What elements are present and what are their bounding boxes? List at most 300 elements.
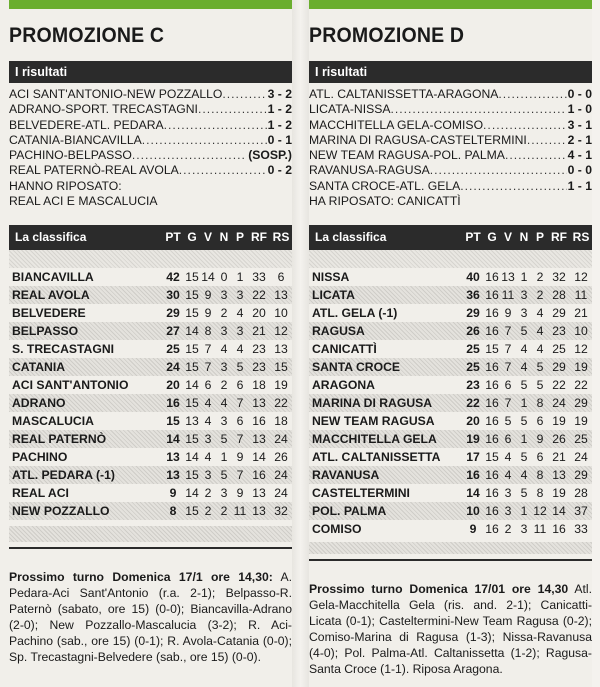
stat-value: 5: [220, 468, 228, 483]
stat-value: 13: [252, 486, 266, 501]
col-rs: RS: [272, 230, 290, 245]
rest-label: HANNO RIPOSATO:: [9, 178, 122, 193]
match: ACI SANT'ANTONIO-NEW POZZALLO: [9, 87, 223, 101]
stat-value: 10: [466, 504, 480, 519]
score: 1 - 0: [567, 102, 592, 117]
match: LICATA-NISSA: [309, 102, 391, 117]
score: (SOSP.): [248, 148, 292, 163]
stat-value: 15: [185, 270, 199, 285]
result-row: [309, 148, 592, 163]
stat-value: 3: [220, 486, 228, 501]
stat-value: 12: [533, 504, 547, 519]
match: CATANIA-BIANCAVILLA: [9, 132, 142, 147]
stat-value: 6: [236, 378, 244, 393]
rest-label: HA RIPOSATO: CANICATTÌ: [309, 194, 461, 209]
result-row: [9, 87, 292, 102]
stat-value: 15: [185, 342, 199, 357]
match: NEW TEAM RAGUSA-POL. PALMA: [309, 148, 505, 163]
stat-value: 21: [574, 306, 588, 321]
result-row: [309, 163, 592, 178]
stat-value: 6: [536, 450, 544, 465]
standings-row: [309, 286, 592, 304]
score: 4 - 1: [567, 148, 592, 163]
standings-row: [9, 412, 292, 430]
team-name: BIANCAVILLA: [12, 270, 94, 285]
col-rf: RF: [551, 230, 567, 245]
stat-value: 4: [204, 414, 212, 429]
team-name: RAGUSA: [312, 324, 365, 339]
stat-value: 24: [574, 450, 588, 465]
standings-title: La classifica: [15, 230, 87, 245]
stat-value: 16: [485, 522, 499, 537]
result-row: [9, 163, 292, 178]
stat-value: 5: [220, 432, 228, 447]
col-pt: PT: [165, 230, 181, 245]
stat-value: 13: [252, 432, 266, 447]
stat-value: 4: [536, 306, 544, 321]
stat-value: 15: [185, 432, 199, 447]
stat-value: 19: [274, 378, 288, 393]
stat-value: 16: [466, 468, 480, 483]
match: ADRANO-SPORT. TRECASTAGNI: [9, 102, 198, 117]
stat-value: 33: [252, 270, 266, 285]
stat-value: 14: [552, 504, 566, 519]
stat-value: 10: [274, 306, 288, 321]
stat-value: 24: [552, 396, 566, 411]
stat-value: 6: [277, 270, 285, 285]
standings-table: [309, 268, 592, 538]
score: 3 - 2: [267, 87, 292, 101]
standings-row: [309, 484, 592, 502]
team-name: S. TRECASTAGNI: [12, 342, 115, 357]
stat-value: 15: [185, 504, 199, 519]
standings-row: [9, 268, 292, 286]
accent-bar: [309, 0, 592, 9]
stat-value: 16: [485, 270, 499, 285]
team-name: POL. PALMA: [312, 504, 387, 519]
stat-value: 3: [220, 360, 228, 375]
stat-value: 15: [185, 360, 199, 375]
col-pt: PT: [465, 230, 481, 245]
stat-value: 3: [504, 504, 512, 519]
standings-row: [309, 502, 592, 520]
standings-row: [9, 358, 292, 376]
separator: [9, 547, 292, 549]
stat-value: 16: [485, 288, 499, 303]
standings-row: [309, 412, 592, 430]
stat-value: 4: [536, 324, 544, 339]
stat-value: 9: [204, 288, 212, 303]
team-name: MARINA DI RAGUSA: [312, 396, 433, 411]
team-name: NEW TEAM RAGUSA: [312, 414, 435, 429]
stat-value: 19: [552, 414, 566, 429]
stat-value: 6: [504, 378, 512, 393]
team-name: MASCALUCIA: [12, 414, 94, 429]
match: RAVANUSA-RAGUSA: [309, 163, 430, 178]
standings-row: [309, 340, 592, 358]
separator: [309, 559, 592, 561]
stat-value: 7: [504, 324, 512, 339]
stat-value: 15: [166, 414, 180, 429]
standings-row: [309, 322, 592, 340]
stat-value: 16: [485, 414, 499, 429]
col-n: N: [219, 230, 229, 245]
stat-value: 15: [185, 306, 199, 321]
stat-value: 9: [204, 306, 212, 321]
stat-value: 9: [236, 450, 244, 465]
stat-value: 11: [233, 504, 247, 519]
stat-value: 7: [236, 396, 244, 411]
standings-row: [9, 286, 292, 304]
next-round: [9, 569, 292, 665]
team-name: LICATA: [312, 288, 355, 303]
standings-footer: [9, 526, 292, 542]
stat-value: 14: [185, 450, 199, 465]
match: MARINA DI RAGUSA-CASTELTERMINI: [309, 132, 527, 147]
stat-value: 1: [220, 450, 228, 465]
stat-value: 15: [274, 360, 288, 375]
stat-value: 16: [252, 414, 266, 429]
standings-row: [9, 502, 292, 520]
next-round-title: Prossimo turno Domenica 17/01 ore 14,30: [309, 582, 569, 597]
col-v: V: [203, 230, 212, 245]
standings-row: [9, 466, 292, 484]
stat-value: 5: [504, 414, 512, 429]
stat-value: 16: [166, 396, 180, 411]
stat-value: 16: [485, 486, 499, 501]
score: 0 - 1: [267, 132, 292, 147]
results-list: [309, 87, 592, 209]
team-name: ATL. PEDARA (-1): [12, 468, 115, 483]
stat-value: 16: [552, 522, 566, 537]
stat-value: 8: [536, 396, 544, 411]
stat-value: 19: [552, 486, 566, 501]
stat-value: 4: [236, 306, 244, 321]
stat-value: 5: [520, 324, 528, 339]
team-name: REAL AVOLA: [12, 288, 90, 303]
stat-value: 29: [552, 306, 566, 321]
result-row: [9, 102, 292, 117]
result-row: [9, 118, 292, 133]
result-row: [9, 133, 292, 148]
result-row: [309, 87, 592, 102]
stat-value: 6: [504, 432, 512, 447]
standings-row: [309, 394, 592, 412]
stat-value: 7: [236, 432, 244, 447]
stat-value: 4: [236, 342, 244, 357]
results-header: I risultati: [309, 61, 592, 83]
score: 3 - 1: [567, 117, 592, 132]
score: 1 - 2: [267, 102, 292, 117]
result-row: [309, 179, 592, 194]
col-rs: RS: [572, 230, 590, 245]
stat-value: 21: [252, 324, 266, 339]
stat-value: 12: [574, 342, 588, 357]
stat-value: 5: [236, 360, 244, 375]
stat-value: 3: [520, 306, 528, 321]
stat-value: 2: [220, 306, 228, 321]
stat-value: 4: [520, 342, 528, 357]
team-name: CASTELTERMINI: [312, 486, 410, 501]
stat-value: 19: [574, 360, 588, 375]
stat-value: 14: [185, 378, 199, 393]
stat-value: 15: [485, 450, 499, 465]
standings-row: [309, 448, 592, 466]
team-name: NEW POZZALLO: [12, 504, 110, 519]
page-edge: [592, 0, 600, 687]
stat-value: 26: [552, 432, 566, 447]
score: 0 - 2: [267, 163, 292, 178]
stat-value: 12: [574, 270, 588, 285]
stat-value: 4: [520, 360, 528, 375]
team-name: COMISO: [312, 522, 362, 537]
stat-value: 5: [536, 378, 544, 393]
stat-value: 16: [485, 504, 499, 519]
next-round-text: A. Pedara-Aci Sant'Antonio (r.a. 2-1); Belpasso-R. Paternò (sabato, ore 15) (0-0); Biancavilla-Adrano (2-0); New Pozzallo-Mascalucia (3-2); R. Aci-Pachino (sab., ore 15) (0-1); R. Avola-Catania (0-0); Sp. Trecastagni-Belvedere (sab., ore 15) (0-0).: [9, 570, 292, 665]
stat-value: 2: [204, 504, 212, 519]
result-row: [9, 148, 292, 163]
stat-value: 9: [504, 306, 512, 321]
stat-value: 3: [204, 432, 212, 447]
stat-value: 3: [204, 468, 212, 483]
stat-value: 22: [274, 396, 288, 411]
stat-value: 2: [504, 522, 512, 537]
standings-row: [309, 376, 592, 394]
stat-value: 27: [166, 324, 180, 339]
team-name: ATL. GELA (-1): [312, 306, 398, 321]
standings-footer: [309, 542, 592, 554]
team-name: BELVEDERE: [12, 306, 86, 321]
stat-value: 25: [574, 432, 588, 447]
stat-value: 21: [552, 450, 566, 465]
stat-value: 14: [185, 486, 199, 501]
stat-value: 5: [520, 486, 528, 501]
team-name: BELPASSO: [12, 324, 79, 339]
promozione-d-column: [309, 0, 592, 687]
col-n: N: [519, 230, 529, 245]
stat-value: 14: [185, 324, 199, 339]
stat-value: 3: [520, 522, 528, 537]
standings-row: [9, 340, 292, 358]
stat-value: 2: [536, 270, 544, 285]
stat-value: 8: [536, 468, 544, 483]
stat-value: 16: [485, 378, 499, 393]
section-title: PROMOZIONE D: [309, 24, 465, 47]
stat-value: 13: [501, 270, 515, 285]
stat-value: 2: [204, 486, 212, 501]
stat-value: 17: [466, 450, 480, 465]
stat-value: 15: [485, 342, 499, 357]
stat-value: 0: [220, 270, 228, 285]
stat-value: 22: [552, 378, 566, 393]
stat-value: 5: [536, 360, 544, 375]
next-round-text: Atl. Gela-Macchitella Gela (ris. and. 2-1); Canicatti-Licata (0-1); Casteltermini-New Team Ragusa (0-2); Comiso-Marina di Ragusa (1-3); Nissa-Ravanusa (4-0); Pol. Palma-Atl. Caltanissetta (1-2); Ragusa-Santa Croce (1-1). Riposa Aragona.: [309, 582, 592, 677]
stat-value: 14: [201, 270, 215, 285]
stat-value: 9: [536, 432, 544, 447]
stat-value: 7: [204, 360, 212, 375]
stat-value: 7: [504, 342, 512, 357]
stat-value: 23: [252, 360, 266, 375]
standings-row: [309, 304, 592, 322]
match: BELVEDERE-ATL. PEDARA: [9, 117, 164, 132]
stat-value: 36: [466, 288, 480, 303]
stat-value: 19: [466, 432, 480, 447]
stat-value: 22: [466, 396, 480, 411]
stat-value: 7: [236, 468, 244, 483]
col-g: G: [187, 230, 197, 245]
stat-value: 28: [574, 486, 588, 501]
standings-row: [9, 376, 292, 394]
stat-value: 24: [166, 360, 180, 375]
col-v: V: [503, 230, 512, 245]
stat-value: 5: [520, 450, 528, 465]
standings-row: [9, 304, 292, 322]
stat-value: 15: [185, 468, 199, 483]
stat-value: 29: [166, 306, 180, 321]
stat-value: 22: [252, 288, 266, 303]
stat-value: 40: [466, 270, 480, 285]
stat-value: 3: [236, 288, 244, 303]
stat-value: 37: [574, 504, 588, 519]
stat-value: 10: [574, 324, 588, 339]
stat-value: 3: [220, 288, 228, 303]
stat-value: 42: [166, 270, 180, 285]
stat-value: 23: [552, 324, 566, 339]
stat-value: 11: [533, 522, 547, 537]
col-rf: RF: [251, 230, 267, 245]
stat-value: 16: [252, 468, 266, 483]
standings-header: [309, 225, 592, 250]
standings-gap: [309, 250, 592, 268]
score: 0 - 0: [567, 87, 592, 101]
team-name: CATANIA: [12, 360, 66, 375]
stat-value: 5: [520, 378, 528, 393]
stat-value: 20: [252, 306, 266, 321]
stat-value: 22: [574, 378, 588, 393]
stat-value: 3: [220, 414, 228, 429]
stat-value: 28: [552, 288, 566, 303]
stat-value: 16: [485, 432, 499, 447]
results-header: I risultati: [9, 61, 292, 83]
stat-value: 1: [520, 270, 528, 285]
standings-row: [309, 466, 592, 484]
accent-bar: [9, 0, 292, 9]
stat-value: 15: [185, 396, 199, 411]
score: 0 - 0: [567, 163, 592, 178]
stat-value: 14: [466, 486, 480, 501]
stat-value: 4: [504, 450, 512, 465]
stat-value: 9: [169, 486, 177, 501]
stat-value: 9: [469, 522, 477, 537]
stat-value: 6: [204, 378, 212, 393]
stat-value: 4: [520, 468, 528, 483]
standings-row: [9, 484, 292, 502]
stat-value: 24: [274, 432, 288, 447]
stat-value: 25: [552, 342, 566, 357]
stat-value: 20: [466, 414, 480, 429]
stat-value: 29: [574, 396, 588, 411]
stat-value: 25: [166, 342, 180, 357]
score: 1 - 1: [567, 178, 592, 193]
result-row: [309, 133, 592, 148]
stat-value: 16: [485, 468, 499, 483]
team-name: CANICATTÌ: [312, 342, 377, 357]
stat-value: 4: [204, 396, 212, 411]
standings-row: [309, 268, 592, 286]
stat-value: 13: [166, 450, 180, 465]
stat-value: 9: [236, 486, 244, 501]
stat-value: 13: [166, 468, 180, 483]
stat-value: 1: [520, 396, 528, 411]
standings-row: [9, 448, 292, 466]
stat-value: 2: [220, 504, 228, 519]
standings-title: La classifica: [315, 230, 387, 245]
stat-value: 16: [485, 396, 499, 411]
stat-value: 23: [466, 378, 480, 393]
stat-value: 26: [274, 450, 288, 465]
promozione-c-column: [9, 0, 292, 687]
stat-value: 4: [504, 468, 512, 483]
team-name: RAVANUSA: [312, 468, 380, 483]
team-name: REAL PATERNÒ: [12, 432, 107, 447]
section-title: PROMOZIONE C: [9, 24, 165, 47]
team-name: ARAGONA: [312, 378, 375, 393]
stat-value: 24: [274, 468, 288, 483]
stat-value: 5: [520, 414, 528, 429]
match: PACHINO-BELPASSO: [9, 148, 132, 163]
stat-value: 25: [466, 360, 480, 375]
stat-value: 13: [185, 414, 199, 429]
team-name: ATL. CALTANISSETTA: [312, 450, 441, 465]
team-name: SANTA CROCE: [312, 360, 401, 375]
stat-value: 1: [520, 432, 528, 447]
standings-table: [9, 268, 292, 520]
stat-value: 13: [274, 342, 288, 357]
stat-value: 7: [504, 360, 512, 375]
stat-value: 24: [274, 486, 288, 501]
stat-value: 15: [185, 288, 199, 303]
stat-value: 1: [236, 270, 244, 285]
score: 2 - 1: [567, 132, 592, 147]
stat-value: 20: [166, 378, 180, 393]
stat-value: 29: [466, 306, 480, 321]
rest-teams: REAL ACI E MASCALUCIA: [9, 194, 158, 209]
stat-value: 14: [252, 450, 266, 465]
stat-value: 13: [552, 468, 566, 483]
stat-value: 18: [274, 414, 288, 429]
standings-row: [309, 520, 592, 538]
stat-value: 3: [504, 486, 512, 501]
next-round-title: Prossimo turno Domenica 17/1 ore 14,30:: [9, 570, 273, 585]
match: SANTA CROCE-ATL. GELA: [309, 178, 461, 193]
col-p: P: [235, 230, 244, 245]
standings-row: [9, 322, 292, 340]
stat-value: 14: [166, 432, 180, 447]
result-row: [309, 118, 592, 133]
stat-value: 7: [204, 342, 212, 357]
stat-value: 6: [536, 414, 544, 429]
standings-row: [9, 430, 292, 448]
stat-value: 12: [274, 324, 288, 339]
match: REAL PATERNÒ-REAL AVOLA: [9, 163, 179, 178]
stat-value: 29: [552, 360, 566, 375]
standings-gap: [9, 250, 292, 268]
standings-row: [309, 430, 592, 448]
stat-value: 13: [274, 288, 288, 303]
standings-row: [9, 394, 292, 412]
stat-value: 8: [536, 486, 544, 501]
stat-value: 19: [574, 414, 588, 429]
